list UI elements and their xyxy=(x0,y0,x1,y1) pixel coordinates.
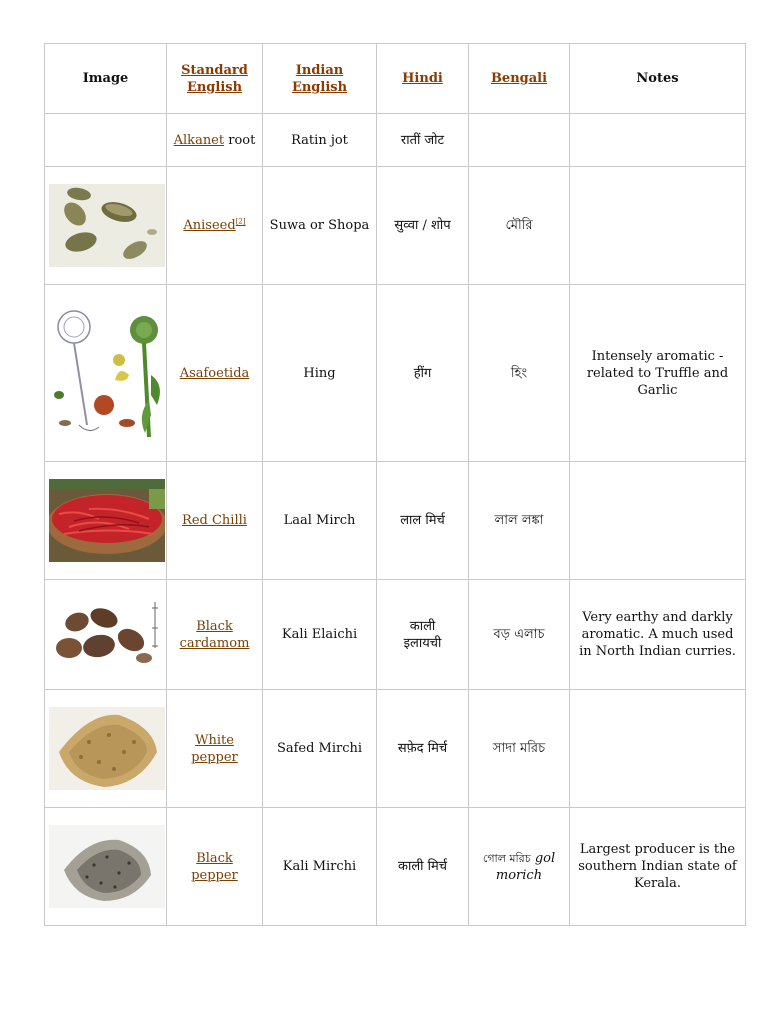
notes-cell: Intensely aromatic - related to Truffle and Garlic xyxy=(570,285,746,462)
spice-link[interactable]: Red Chilli xyxy=(182,513,247,528)
notes-cell xyxy=(570,690,746,808)
indian-english-cell: Kali Mirchi xyxy=(263,808,377,926)
citation-link[interactable]: [2] xyxy=(235,217,246,226)
header-hindi xyxy=(377,44,469,114)
image-cell xyxy=(45,285,167,462)
table-row xyxy=(45,285,746,462)
standard-english-cell xyxy=(167,580,263,690)
black-pepper-photo xyxy=(49,825,165,908)
bengali-cell xyxy=(469,114,570,167)
indian-english-cell: Suwa or Shopa xyxy=(263,167,377,285)
standard-english-cell xyxy=(167,285,263,462)
table-row xyxy=(45,167,746,285)
indian-english-cell: Ratin jot xyxy=(263,114,377,167)
notes-cell: Very earthy and darkly aromatic. A much used in North Indian curries. xyxy=(570,580,746,690)
bengali-cell: মৌরি xyxy=(469,167,570,285)
hindi-text: काली इलायची xyxy=(403,618,442,651)
asafoetida-illustration xyxy=(49,305,165,441)
hindi-cell: सफ़ेद मिर्च xyxy=(377,690,469,808)
notes-cell xyxy=(570,167,746,285)
table-row xyxy=(45,690,746,808)
image-cell xyxy=(45,580,167,690)
image-cell xyxy=(45,114,167,167)
black-cardamom-photo xyxy=(49,600,165,670)
standard-english-cell xyxy=(167,690,263,808)
hindi-cell: काली मिर्च xyxy=(377,808,469,926)
standard-english-cell xyxy=(167,808,263,926)
header-bengali xyxy=(469,44,570,114)
header-row xyxy=(45,44,746,114)
standard-english-cell xyxy=(167,462,263,580)
header-standard-english-link[interactable]: Standard English xyxy=(181,62,248,95)
spice-link[interactable]: Black pepper xyxy=(191,850,238,883)
table-row xyxy=(45,808,746,926)
image-cell xyxy=(45,462,167,580)
indian-english-cell: Hing xyxy=(263,285,377,462)
spice-link[interactable]: Asafoetida xyxy=(179,365,250,381)
bengali-text: গোল মরিচ xyxy=(482,851,531,865)
table-row xyxy=(45,114,746,167)
image-cell xyxy=(45,690,167,808)
transliteration-text: gol morich xyxy=(495,850,556,883)
standard-english-cell xyxy=(167,114,263,167)
hindi-cell: लाल मिर्च xyxy=(377,462,469,580)
table-row xyxy=(45,462,746,580)
bengali-cell: লাল লঙ্কা xyxy=(469,462,570,580)
header-notes: Notes xyxy=(570,44,746,114)
bengali-cell: হিং xyxy=(469,285,570,462)
bengali-cell: বড় এলাচ xyxy=(469,580,570,690)
header-standard-english xyxy=(167,44,263,114)
hindi-cell: हींग xyxy=(377,285,469,462)
red-chilli-photo xyxy=(49,479,165,562)
aniseed-photo xyxy=(49,184,165,267)
spice-table xyxy=(44,43,746,926)
header-bengali-link[interactable]: Bengali xyxy=(490,71,548,86)
header-indian-english-link[interactable]: Indian English xyxy=(291,62,348,95)
notes-cell xyxy=(570,462,746,580)
hindi-cell: रातीं जोट xyxy=(377,114,469,167)
table-row xyxy=(45,580,746,690)
header-hindi-link[interactable]: Hindi xyxy=(402,71,443,86)
spice-link[interactable]: Alkanet xyxy=(173,132,225,148)
standard-english-cell xyxy=(167,167,263,285)
image-cell xyxy=(45,167,167,285)
hindi-cell: सुव्वा / शोप xyxy=(377,167,469,285)
notes-cell: Largest producer is the southern Indian state of Kerala. xyxy=(570,808,746,926)
spice-link[interactable]: Black cardamom xyxy=(179,618,250,651)
spice-link[interactable]: Aniseed xyxy=(183,218,236,233)
indian-english-cell: Laal Mirch xyxy=(263,462,377,580)
hindi-cell xyxy=(377,580,469,690)
notes-cell xyxy=(570,114,746,167)
header-indian-english xyxy=(263,44,377,114)
spice-link[interactable]: White pepper xyxy=(191,732,238,765)
standard-english-suffix: root xyxy=(224,132,256,148)
bengali-cell xyxy=(469,808,570,926)
indian-english-cell: Kali Elaichi xyxy=(263,580,377,690)
header-image: Image xyxy=(45,44,167,114)
image-cell xyxy=(45,808,167,926)
white-pepper-photo xyxy=(49,707,165,790)
bengali-cell: সাদা মরিচ xyxy=(469,690,570,808)
indian-english-cell: Safed Mirchi xyxy=(263,690,377,808)
